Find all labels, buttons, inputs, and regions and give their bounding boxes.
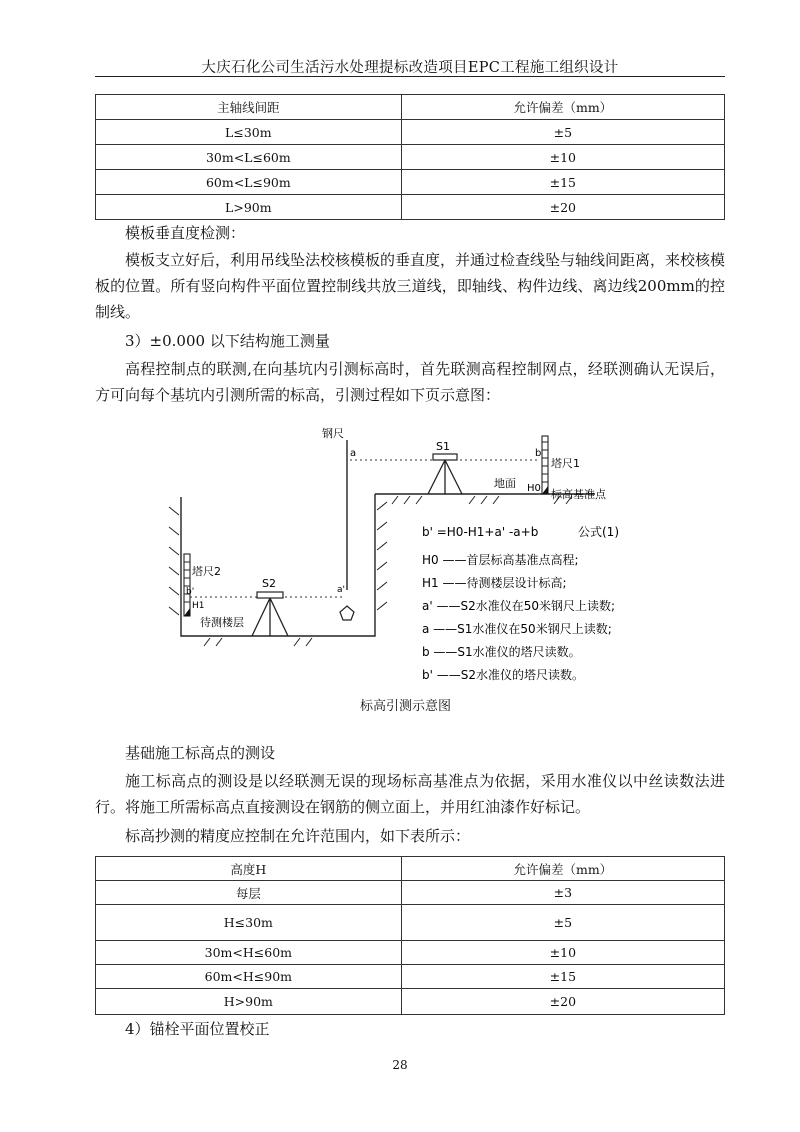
table-row: [96, 881, 725, 905]
table-cell: 60m<H≤90m: [96, 965, 402, 989]
label-h1: H1: [192, 601, 205, 611]
table-row: [96, 905, 725, 941]
level-s2-icon: [252, 592, 288, 636]
height-tolerance-table: [95, 856, 725, 1015]
label-s2: S2: [262, 577, 276, 590]
page-number: 28: [392, 1058, 408, 1072]
label-h0: H0: [527, 483, 541, 494]
table-cell: ±10: [401, 941, 724, 965]
legend-item: H0 ——首层标高基准点高程;: [422, 553, 579, 567]
paragraph-precision-intro: 标高抄测的精度应控制在允许范围内，如下表所示：: [125, 827, 471, 845]
table-header-cell: 允许偏差（mm）: [401, 857, 724, 881]
label-benchmark: 标高基准点: [551, 488, 606, 501]
subheading-foundation-elevation: 基础施工标高点的测设: [125, 744, 276, 762]
table-cell: 30m<L≤60m: [96, 145, 402, 170]
table-cell: ±15: [401, 965, 724, 989]
label-b: b: [535, 448, 542, 459]
legend-item: b ——S1水准仪的塔尺读数。: [422, 645, 581, 659]
table-cell: ±15: [401, 170, 724, 195]
table-cell: ±5: [401, 120, 724, 145]
label-a-prime: a': [337, 585, 345, 595]
level-s1-icon: [428, 454, 462, 494]
legend-item: a ——S1水准仪在50米钢尺上读数;: [422, 622, 612, 636]
label-steel-ruler: 钢尺: [322, 427, 344, 440]
legend-item: a' ——S2水准仪在50米钢尺上读数;: [422, 599, 616, 613]
label-ground: 地面: [494, 477, 516, 490]
paragraph-elevation-control: 高程控制点的联测,在向基坑内引测标高时，首先联测高程控制网点，经联测确认无误后，方可向每个基坑内引测所需的标高，引测过程如下页示意图：: [95, 360, 725, 404]
legend-item: H1 ——待测楼层设计标高;: [422, 576, 567, 590]
label-formula-tag: 公式(1): [578, 525, 619, 539]
table-row: [96, 965, 725, 989]
diagram-caption: 标高引测示意图: [360, 699, 452, 714]
table-cell: ±10: [401, 145, 724, 170]
table-cell: ±20: [401, 989, 724, 1015]
page-header-title: 大庆石化公司生活污水处理提标改造项目EPC工程施工组织设计: [201, 60, 619, 76]
paragraph-foundation-elevation: 施工标高点的测设是以经联测无误的现场标高基准点为依据，采用水准仪以中丝读数法进行。将施工所需标高点直接测设在钢筋的侧立面上，并用红油漆作好标记。: [95, 772, 725, 816]
table-row: [96, 941, 725, 965]
table-header-cell: 允许偏差（mm）: [401, 95, 724, 120]
table-cell: 每层: [96, 881, 402, 905]
table-cell: H≤30m: [96, 905, 402, 941]
label-b-prime: b': [186, 587, 195, 597]
label-a: a: [350, 448, 357, 459]
table-cell: L≤30m: [96, 120, 402, 145]
label-s1: S1: [436, 440, 450, 453]
table-cell: L>90m: [96, 195, 402, 220]
table-header-cell: 高度H: [96, 857, 402, 881]
label-staff-2: 塔尺2: [192, 565, 221, 578]
table-cell: 60m<L≤90m: [96, 170, 402, 195]
table-cell: 30m<H≤60m: [96, 941, 402, 965]
table-cell: ±20: [401, 195, 724, 220]
table-header-cell: 主轴线间距: [96, 95, 402, 120]
table-cell: ±5: [401, 905, 724, 941]
subheading-formwork-vertical: 模板垂直度检测：: [125, 224, 246, 242]
section-heading-4: 4）锚栓平面位置校正: [125, 1020, 270, 1038]
plumb-weight-icon: [340, 606, 354, 620]
label-staff-1: 塔尺1: [551, 457, 580, 470]
staff-2-icon: [184, 554, 190, 616]
label-formula: b' =H0-H1+a' -a+b: [422, 525, 539, 539]
table-row: [96, 989, 725, 1015]
table-header-row: [96, 857, 725, 881]
table-cell: H>90m: [96, 989, 402, 1015]
label-floor: 待测楼层: [200, 616, 244, 629]
staff-1-icon: [542, 436, 548, 494]
section-heading-3: 3）±0.000 以下结构施工测量: [125, 332, 330, 350]
legend-item: b' ——S2水准仪的塔尺读数。: [422, 668, 584, 682]
paragraph-formwork: 模板支立好后，利用吊线坠法校核模板的垂直度，并通过检查线坠与轴线间距离，来校核模板的位置。所有竖向构件平面位置控制线共放三道线，即轴线、构件边线、离边线200mm的控制线。: [95, 251, 726, 321]
table-cell: ±3: [401, 881, 724, 905]
